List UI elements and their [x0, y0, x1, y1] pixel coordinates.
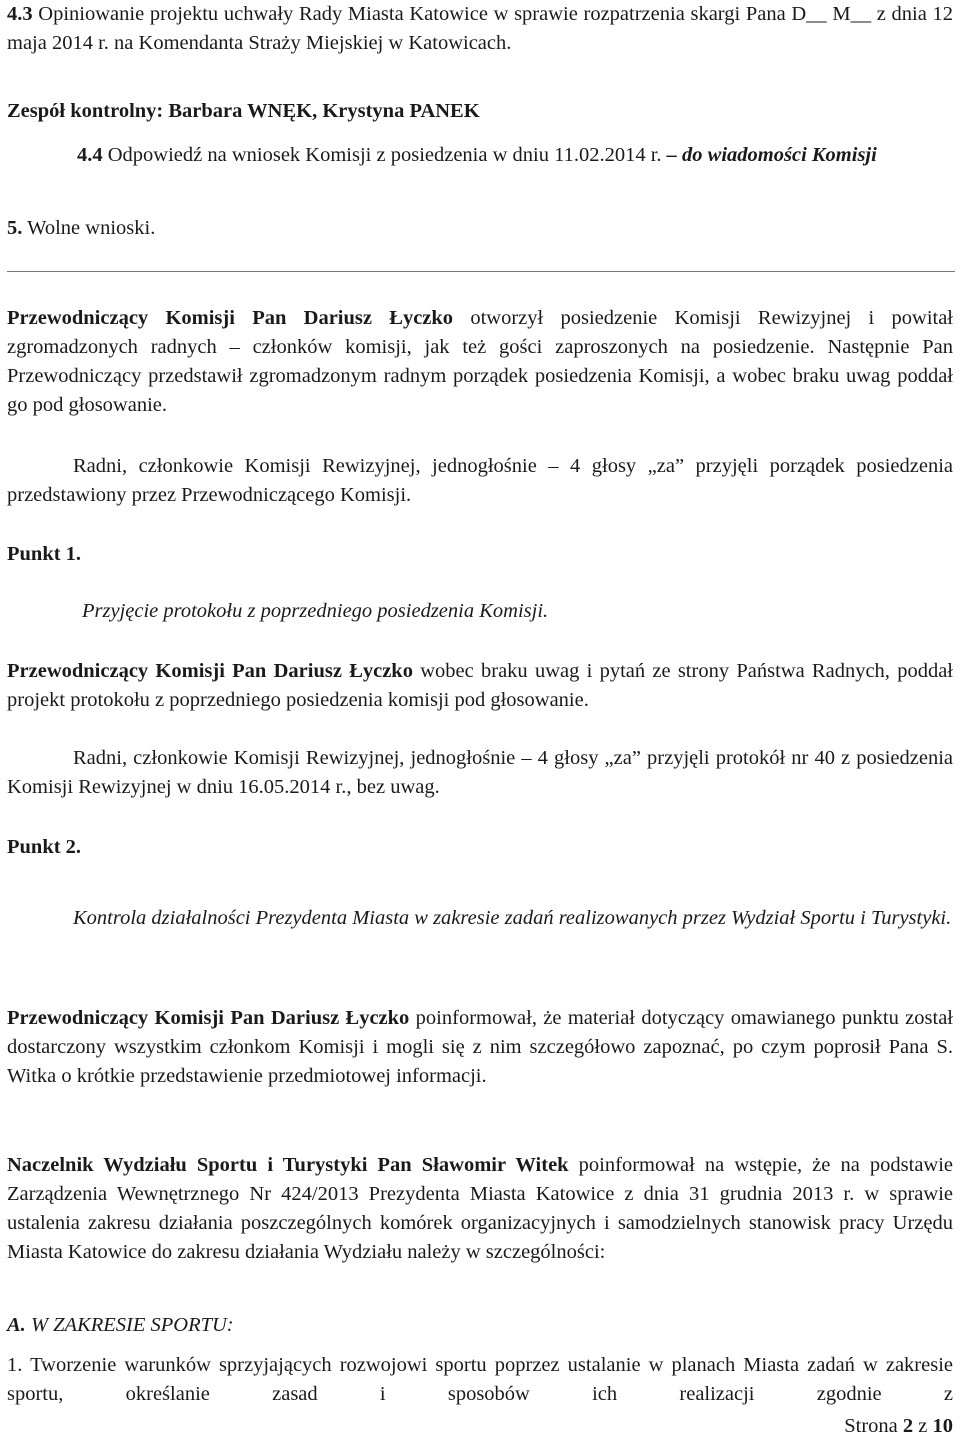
- agenda-item-text: Odpowiedź na wniosek Komisji z posiedzenia w dniu 11.02.2014 r.: [107, 144, 662, 166]
- section-a-heading: [7, 1311, 953, 1340]
- agenda-item-5: [7, 214, 953, 243]
- list-item-text: Tworzenie warunków sprzyjających rozwojowi sportu poprzez ustalanie w planach Miasta zadań w zakresie sportu, określanie zasad i sposobów ich realizacji zgodnie z: [7, 1354, 953, 1405]
- section-divider: [7, 271, 955, 272]
- section-title: W ZAKRESIE SPORTU:: [30, 1314, 234, 1336]
- agenda-item-text: Opiniowanie projektu uchwały Rady Miasta Katowice w sprawie rozpatrzenia skargi Pana D__ M__ z dnia 12 maja 2014 r. na Komendanta Straży Miejskiej w Katowicach.: [7, 3, 953, 54]
- agenda-item-4-4: [79, 141, 953, 170]
- agenda-item-note: – do wiadomości Komisji: [666, 144, 877, 166]
- paragraph-text: Następnie Pan Przewodniczący przedstawił zgromadzonym radnym porządek posiedzenia Komisji, a wobec braku uwag poddał go pod głosowanie.: [7, 336, 953, 416]
- point-2-paragraph-2: [7, 1151, 953, 1267]
- agenda-vote-paragraph: Radni, członkowie Komisji Rewizyjnej, jednogłośnie – 4 głosy „za” przyjęli porządek posiedzenia przedstawiony przez Przewodniczącego Komisji.: [7, 455, 953, 506]
- page-separator: z: [918, 1415, 928, 1437]
- point-1-paragraph: [7, 657, 953, 715]
- point-1-heading: Punkt 1.: [7, 543, 82, 565]
- opening-paragraph: [7, 304, 953, 420]
- paragraph-text: poinformował, że materiał dotyczący omawianego punktu został dostarczony wszystkim członkom Komisji i mogli się z nim szczegółowo zapoznać, po czym poprosił Pana S. Witka o krótkie przedstawienie przedmiotowej informacji.: [7, 1007, 953, 1087]
- agenda-item-number: 5.: [7, 217, 23, 239]
- point-2-heading: Punkt 2.: [7, 836, 82, 858]
- agenda-item-number: 4.3: [7, 3, 33, 25]
- speaker-name: Przewodniczący Komisji Pan Dariusz Łyczko: [7, 307, 454, 329]
- point-1-vote: Radni, członkowie Komisji Rewizyjnej, jednogłośnie – 4 głosy „za” przyjęli protokół nr 40 z posiedzenia Komisji Rewizyjnej w dniu 16.05.2014 r., bez uwag.: [7, 747, 953, 798]
- list-item-number: 1.: [7, 1354, 23, 1376]
- point-2-paragraph-1: [7, 1004, 953, 1091]
- point-1-title: Przyjęcie protokołu z poprzedniego posiedzenia Komisji.: [82, 600, 549, 622]
- agenda-item-number: 4.4: [77, 144, 103, 166]
- paragraph-text: poinformował na wstępie, że na podstawie Zarządzenia Wewnętrznego Nr 424/2013 Prezydenta Miasta Katowice z dnia 31 grudnia 2013 r. w sprawie ustalenia zakresu działania poszczególnych komórek organizacyjnych i samodzielnych stanowisk pracy Urzędu Miasta Katowice do zakresu działania Wydziału należy w szczególności:: [7, 1154, 954, 1263]
- section-letter: A.: [7, 1314, 26, 1336]
- list-item-1: [7, 1351, 953, 1409]
- speaker-name: Przewodniczący Komisji Pan Dariusz Łyczko: [7, 1007, 410, 1029]
- paragraph-text: otworzył posiedzenie Komisji Rewizyjnej i powitał zgromadzonych radnych – członków komisji, jak też gości zaproszonych na posiedzenie.: [7, 307, 954, 358]
- page-label: Strona: [844, 1415, 898, 1437]
- point-2-title: Kontrola działalności Prezydenta Miasta w zakresie zadań realizowanych przez Wydział Sportu i Turystyki.: [73, 907, 952, 929]
- agenda-item-4-3: [7, 0, 953, 58]
- page-number: [844, 1412, 953, 1441]
- current-page: 2: [902, 1415, 914, 1437]
- speaker-name: Przewodniczący Komisji Pan Dariusz Łyczko: [7, 660, 413, 682]
- paragraph-text: wobec braku uwag i pytań ze strony Państwa Radnych, poddał projekt protokołu z poprzedniego posiedzenia komisji pod głosowanie.: [7, 660, 953, 711]
- total-pages: 10: [932, 1415, 953, 1437]
- control-team: Zespół kontrolny: Barbara WNĘK, Krystyna PANEK: [7, 100, 480, 122]
- agenda-item-text: Wolne wnioski.: [27, 217, 156, 239]
- speaker-name: Naczelnik Wydziału Sportu i Turystyki Pan Sławomir Witek: [7, 1154, 569, 1176]
